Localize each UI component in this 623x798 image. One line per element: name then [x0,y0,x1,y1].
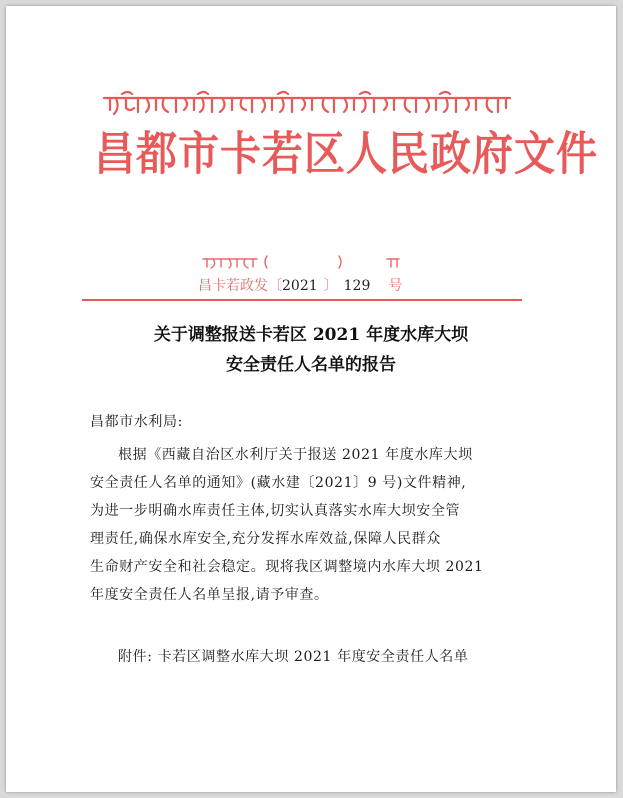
body-line-3: 为进一步明确水库责任主体,切实认真落实水库大坝安全管 [90,503,461,519]
tibetan-document-number-script [201,254,411,270]
attachment-note: 附件: 卡若区调整水库大坝 2021 年度安全责任人名单 [118,649,469,665]
body-line-1: 根据《西藏自治区水利厅关于报送 2021 年度水库大坝 [118,447,473,463]
letterhead-divider [82,299,522,301]
doc-number-serial: 129 [343,278,371,294]
document-title-line-1: 关于调整报送卡若区 2021 年度水库大坝 [153,325,469,345]
doc-number-close-bracket: 〕 [323,278,338,294]
letterhead-title: 昌都市卡若区人民政府文件 [94,127,598,181]
tibetan-letterhead-script [102,90,512,116]
doc-number-prefix: 昌卡若政发〔 [198,278,282,294]
body-line-6: 年度安全责任人名单呈报,请予审查。 [90,587,329,603]
doc-number-year: 2021 [282,278,318,294]
document-number [198,276,428,296]
document-page [6,6,616,792]
document-title-line-2: 安全责任人名单的报告 [226,355,396,375]
body-line-5: 生命财产安全和社会稳定。现将我区调整境内水库大坝 2021 [90,559,484,575]
doc-number-suffix: 号 [388,278,403,294]
recipient: 昌都市水利局: [90,414,183,430]
body-line-2: 安全责任人名单的通知》(藏水建〔2021〕9 号)文件精神, [90,475,467,491]
body-line-4: 理责任,确保水库安全,充分发挥水库效益,保障人民群众 [90,531,441,547]
